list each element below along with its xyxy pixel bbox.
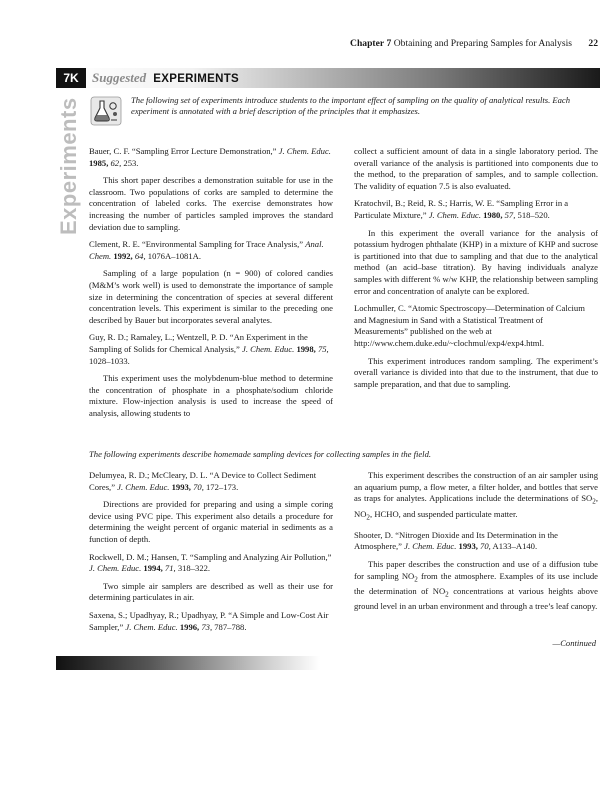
ref-volume: 75,: [317, 343, 329, 354]
desc-text: from the atmosphere. Examples of its use include the determination of NO: [354, 570, 599, 596]
ref-pages: 172–173.: [206, 481, 239, 492]
chapter-label: Chapter: [350, 38, 385, 49]
description-guy: This experiment uses the molybdenum-blue method to determine the concentration of phosphate in a phosphate/sodium chloride mixture. Flow-injection analysis is used to increase the speed of analysis, allowing students to: [89, 373, 333, 418]
ref-year: 1992,: [113, 250, 133, 261]
reference-guy: [89, 332, 333, 367]
section-title-prefix: Suggested: [92, 70, 147, 85]
desc-text: ,: [370, 508, 373, 519]
continued-marker: —Continued: [552, 638, 596, 648]
ref-volume: 57,: [504, 209, 516, 220]
ref-pages: 1028–1033.: [89, 355, 130, 366]
ref-year: 1985,: [89, 157, 109, 168]
description-rockwell: Two simple air samplers are described as well as their use for determining particulates in air.: [89, 580, 333, 603]
ref-pages: 787–788.: [214, 621, 247, 632]
column-right-bottom: [354, 470, 598, 619]
description-shooter: [354, 559, 598, 613]
description-guy-continued: collect a sufficient amount of data in a single laboratory period. The overall variance of the analysis is partitioned into components due to the method, to the preparation of samples, and to sample collection. The validity of equation 7.5 is also evaluated.: [354, 146, 598, 191]
description-kratochvil: In this experiment the overall variance for the analysis of potassium hydrogen phthalate (KHP) in a mixture of KHP and sucrose is partitioned into that due to sampling and that due to the analytical method (an acid–base titration). By having individuals analyze samples with different % w/w KHP, the relationship between sampling error and concentration of analyte can be explored.: [354, 227, 598, 296]
section-title-main: EXPERIMENTS: [153, 73, 240, 85]
ref-pages: 1076A–1081A.: [147, 250, 201, 261]
intro-paragraph: The following set of experiments introduce students to the important effect of sampling on the quality of analytical results. Each experiment is annotated with a brief description of the principles that it emphasizes.: [131, 95, 571, 117]
reference-shooter: [354, 530, 598, 553]
subscript: 2: [592, 497, 596, 506]
column-left-bottom: [89, 470, 333, 639]
ref-authors: Rockwell, D. M.; Hansen, T. “Sampling and Analyzing Air Pollution,”: [89, 551, 332, 562]
description-delumyea: Directions are provided for preparing and using a simple coring device using PVC pipe. This experiment also details a procedure for determining the weight percent of organic material in sediments as a function of depth.: [89, 499, 333, 544]
reference-lochmuller: Lochmuller, C. “Atomic Spectroscopy—Determination of Calcium and Magnesium in Sand with a Statistical Treatment of Measurements” published on the web at http://www.chem.duke.edu/~clochmul/exp4/exp4.html.: [354, 303, 585, 348]
chapter-title: Obtaining and Preparing Samples for Analysis: [393, 38, 572, 49]
ref-journal: J. Chem. Educ.: [428, 209, 481, 220]
ref-journal: J. Chem. Educ.: [117, 481, 170, 492]
ref-year: 1994,: [143, 563, 163, 574]
ref-journal: J. Chem. Educ.: [242, 343, 295, 354]
ref-volume: 70,: [193, 481, 204, 492]
ref-year: 1980,: [483, 209, 503, 220]
description-saxena: [354, 470, 598, 524]
running-head: [300, 38, 600, 52]
ref-journal: Anal. Chem.: [89, 239, 324, 261]
ref-authors: Delumyea, R. D.; McCleary, D. L. “A Device to Collect Sediment Cores,”: [89, 470, 317, 492]
ref-authors: Clement, R. E. “Environmental Sampling for Trace Analysis,”: [89, 239, 304, 250]
section-number: 7K: [56, 68, 86, 88]
ref-year: 1998,: [296, 343, 316, 354]
ref-authors: Bauer, C. F. “Sampling Error Lecture Demonstration,”: [89, 146, 277, 156]
ref-pages: 518–520.: [517, 209, 550, 220]
page-number: 22: [588, 38, 598, 49]
desc-text: , NO: [354, 493, 598, 519]
side-tab: [55, 97, 83, 250]
desc-text: This paper describes the construction and use of a diffusion tube for sampling NO: [354, 559, 598, 581]
description-bauer: This short paper describes a demonstration suitable for use in the classroom. Two populations of corks are sampled to determine the concentration of labeled corks. The exercise demonstrates how increasing the number of particles sampled improves the standard deviation due to sampling.: [89, 175, 333, 232]
reference-saxena: [89, 610, 333, 633]
experiment-flask-icon: [90, 96, 122, 126]
ref-volume: 71,: [164, 563, 176, 574]
reference-kratochvil: [354, 198, 598, 221]
ref-volume: 62,: [110, 157, 122, 168]
ref-pages: A133–A140.: [492, 541, 538, 552]
desc-text: This experiment describes the construction of an air sampler using an aquarium pump, a flow meter, a filter holder, and bottles that serve as traps for analytes. Applications include the determinations of SO: [354, 470, 598, 504]
ref-journal: J. Chem. Educ.: [89, 563, 142, 574]
ref-volume: 64,: [134, 250, 146, 261]
side-tab-label: Experiments: [56, 97, 81, 235]
reference-clement: [89, 239, 333, 262]
section-title: [92, 68, 239, 88]
desc-text: HCHO, and suspended particulate matter.: [374, 508, 518, 519]
ref-pages: 318–322.: [177, 563, 211, 574]
column-left-top: [89, 146, 333, 425]
desc-text: concentrations at various heights above ground level in an urban environment and through a tree’s leaf canopy.: [354, 585, 598, 612]
ref-volume: 73,: [201, 621, 213, 632]
ref-authors: Saxena, S.; Upadhyay, R.; Upadhyay, P. “A Simple and Low-Cost Air Sampler,”: [89, 609, 329, 632]
reference-rockwell: [89, 552, 333, 575]
ref-year: 1993,: [171, 481, 191, 492]
bottom-gradient-bar: [56, 656, 320, 670]
reference-bauer: [89, 146, 333, 169]
ref-year: 1993,: [458, 541, 478, 552]
sampling-devices-note: The following experiments describe homemade sampling devices for collecting samples in the field.: [89, 449, 432, 459]
subscript: 2: [366, 513, 370, 522]
reference-delumyea: [89, 470, 333, 493]
column-right-top: [354, 146, 598, 396]
description-lochmuller: This experiment introduces random sampling. The experiment’s overall variance is divided into that due to the instrument, that due to sample preparation, and that due to sampling.: [354, 355, 598, 389]
ref-journal: J. Chem. Educ.: [125, 621, 178, 632]
ref-pages: 253.: [123, 157, 139, 168]
ref-authors: Kratochvil, B.; Reid, R. S.; Harris, W. E. “Sampling Error in a Particulate Mixture,”: [354, 198, 569, 220]
ref-journal: J. Chem. Educ.: [278, 146, 331, 156]
ref-year: 1996,: [179, 621, 200, 632]
ref-authors: Guy, R. D.; Ramaley, L.; Wentzell, P. D. “An Experiment in the Sampling of Solids for Chemical Analysis,”: [89, 332, 308, 354]
subscript: 2: [445, 590, 449, 599]
chapter-number: 7: [386, 38, 392, 49]
ref-journal: J. Chem. Educ.: [404, 541, 457, 552]
description-clement: Sampling of a large population (n = 900) of colored candies (M&M’s work well) is used to demonstrate the importance of sample size in determining the concentration of species at several different concentration levels. This experiment is similar to the preceding one described by Bauer but incorporates several analytes.: [89, 268, 333, 325]
ref-authors: Shooter, D. “Nitrogen Dioxide and Its Determination in the Atmosphere,”: [354, 529, 558, 552]
ref-volume: 70,: [480, 541, 491, 552]
subscript: 2: [414, 575, 418, 584]
